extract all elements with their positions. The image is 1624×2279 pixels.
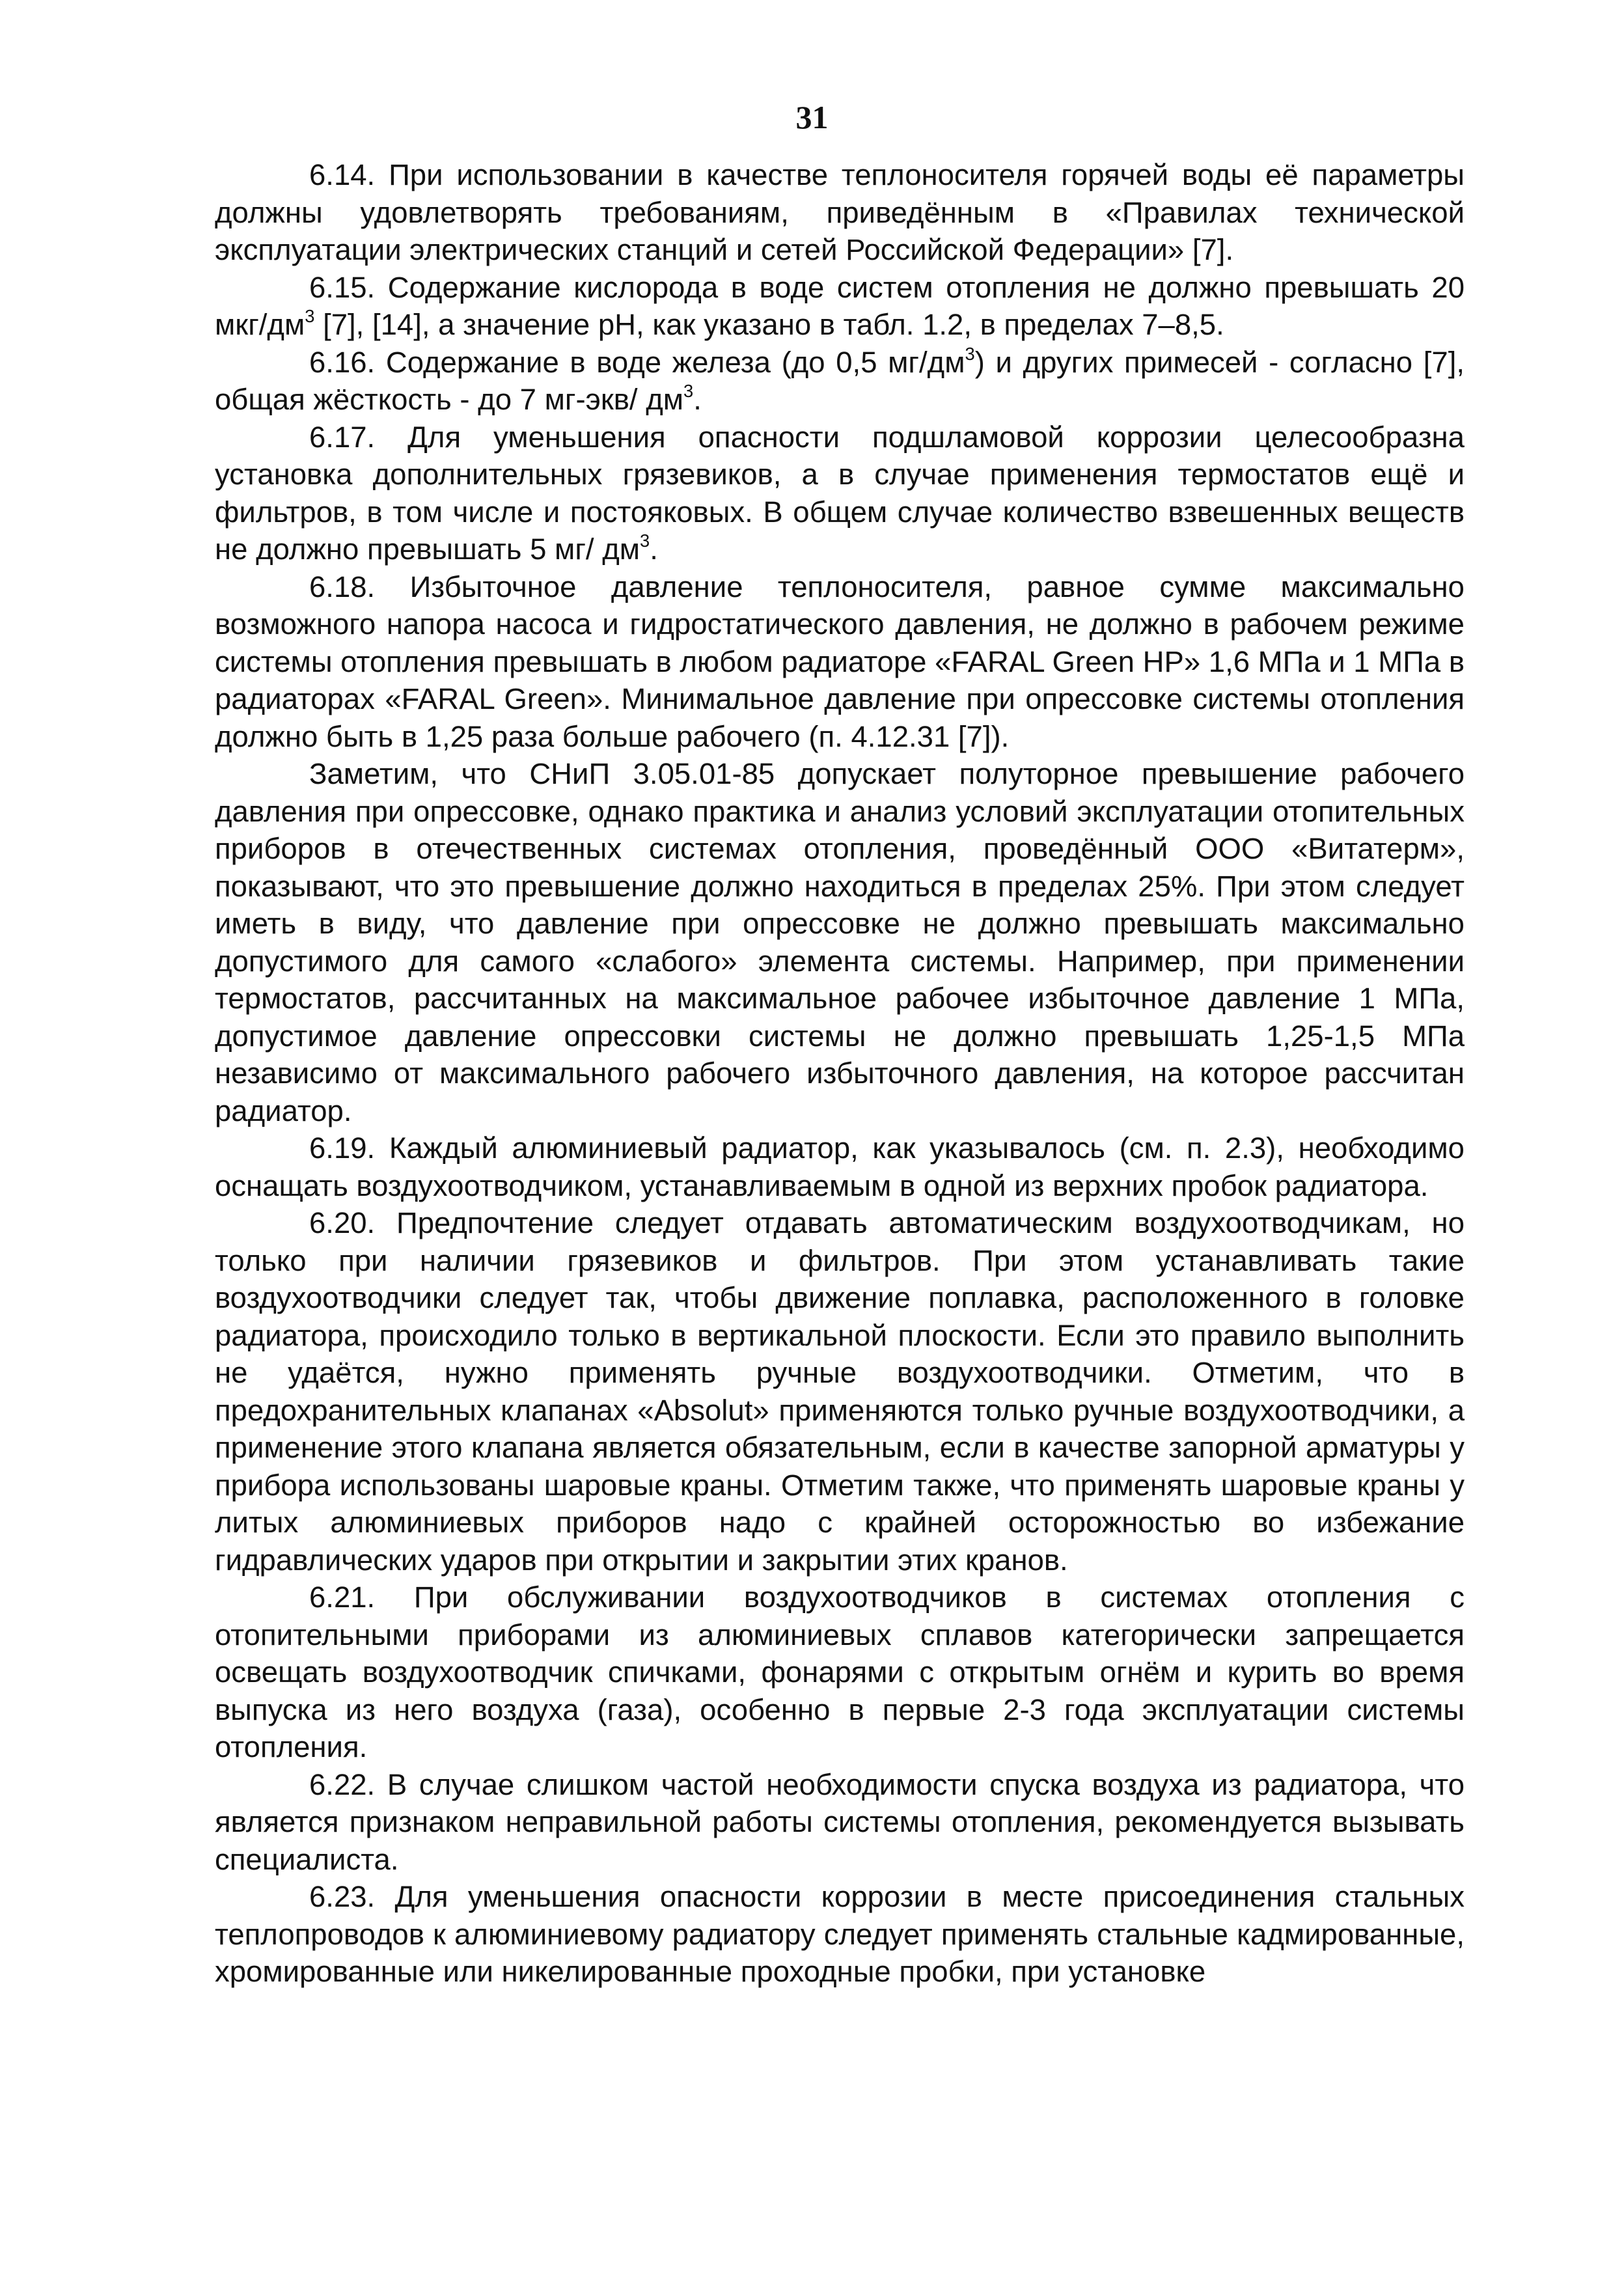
paragraph-6-16 [215, 344, 1465, 419]
paragraph-6-16-text-3: . [693, 383, 702, 416]
paragraph-6-15 [215, 269, 1465, 344]
paragraph-6-22: 6.22. В случае слишком частой необходимости спуска воздуха из радиатора, что является признаком неправильной работы системы отопления, рекомендуется вызывать специалиста. [215, 1767, 1465, 1876]
paragraph-6-16-text-2: ) и других примесей - согласно [7], общая жёсткость - до 7 мг-экв/ дм [215, 345, 1465, 416]
paragraph-6-18: 6.18. Избыточное давление теплоносителя, равное сумме максимально возможного напора насоса и гидростатического давления, не должно в рабочем режиме системы отопления превышать в любом радиаторе «FARAL Green HP» 1,6 МПа и 1 МПа в радиаторах «FARAL Green». Минимальное давление при опрессовке системы отопления должно быть в 1,25 раза больше рабочего (п. 4.12.31 [7]). [215, 570, 1465, 753]
superscript-cubed: 3 [965, 343, 975, 364]
paragraph-6-15-text-2: [7], [14], а значение pH, как указано в табл. 1.2, в пределах 7–8,5. [314, 308, 1224, 341]
paragraph-6-14: 6.14. При использовании в качестве теплоносителя горячей воды её параметры должны удовлетворять требованиям, приведённым в «Правилах технической эксплуатации электрических станций и сетей Российской Федерации» [7]. [215, 158, 1465, 266]
paragraph-6-17 [215, 419, 1465, 568]
paragraph-6-17-text-1: 6.17. Для уменьшения опасности подшламовой коррозии целесообразна установка дополнительных грязевиков, а в случае применения термостатов ещё и фильтров, в том числе и постояковых. В общем случае количество взвешенных веществ не должно превышать 5 мг/ дм [215, 420, 1465, 566]
paragraph-6-19: 6.19. Каждый алюминиевый радиатор, как указывалось (см. п. 2.3), необходимо оснащать воздухоотводчиком, устанавливаемым в одной из верхних пробок радиатора. [215, 1131, 1465, 1202]
paragraph-note-snip: Заметим, что СНиП 3.05.01-85 допускает полуторное превышение рабочего давления при опрессовке, однако практика и анализ условий эксплуатации отопительных приборов в отечественных системах отопления, проведённый ООО «Витатерм», показывают, что это превышение должно находиться в пределах 25%. При этом следует иметь в виду, что давление при опрессовке не должно превышать максимально допустимого для самого «слабого» элемента системы. Например, при применении термостатов, рассчитанных на максимальное рабочее избыточное давление 1 МПа, допустимое давление опрессовки системы не должно превышать 1,25-1,5 МПа независимо от максимального рабочего избыточного давления, на которое рассчитан радиатор. [215, 757, 1465, 1127]
paragraph-6-16-text-1: 6.16. Содержание в воде железа (до 0,5 мг/дм [309, 345, 965, 379]
paragraph-6-15-text-1: 6.15. Содержание кислорода в воде систем отопления не должно превышать 20 мкг/дм [215, 270, 1465, 341]
superscript-cubed: 3 [640, 530, 650, 551]
superscript-cubed: 3 [305, 305, 315, 326]
paragraph-6-23: 6.23. Для уменьшения опасности коррозии в месте присоединения стальных теплопроводов к алюминиевому радиатору следует применять стальные кадмированные, хромированные или никелированные проходные пробки, при установке [215, 1880, 1465, 1988]
paragraph-6-17-text-2: . [650, 532, 658, 566]
document-body [215, 156, 1465, 1991]
page-number: 31 [795, 99, 829, 135]
superscript-cubed: 3 [683, 380, 694, 401]
paragraph-6-21: 6.21. При обслуживании воздухоотводчиков в системах отопления с отопительными приборами из алюминиевых сплавов категорически запрещается освещать воздухоотводчик спичками, фонарями с открытым огнём и курить во время выпуска из него воздуха (газа), особенно в первые 2-3 года эксплуатации системы отопления. [215, 1581, 1465, 1763]
paragraph-6-20: 6.20. Предпочтение следует отдавать автоматическим воздухоотводчикам, но только при наличии грязевиков и фильтров. При этом устанавливать такие воздухоотводчики следует так, чтобы движение поплавка, расположенного в головке радиатора, происходило только в вертикальной плоскости. Если это правило выполнить не удаётся, нужно применять ручные воздухоотводчики. Отметим, что в предохранительных клапанах «Absolut» применяются только ручные воздухоотводчики, а применение этого клапана является обязательным, если в качестве запорной арматуры у прибора использованы шаровые краны. Отметим также, что применять шаровые краны у литых алюминиевых приборов надо с крайней осторожностью во избежание гидравлических ударов при открытии и закрытии этих кранов. [215, 1206, 1465, 1577]
